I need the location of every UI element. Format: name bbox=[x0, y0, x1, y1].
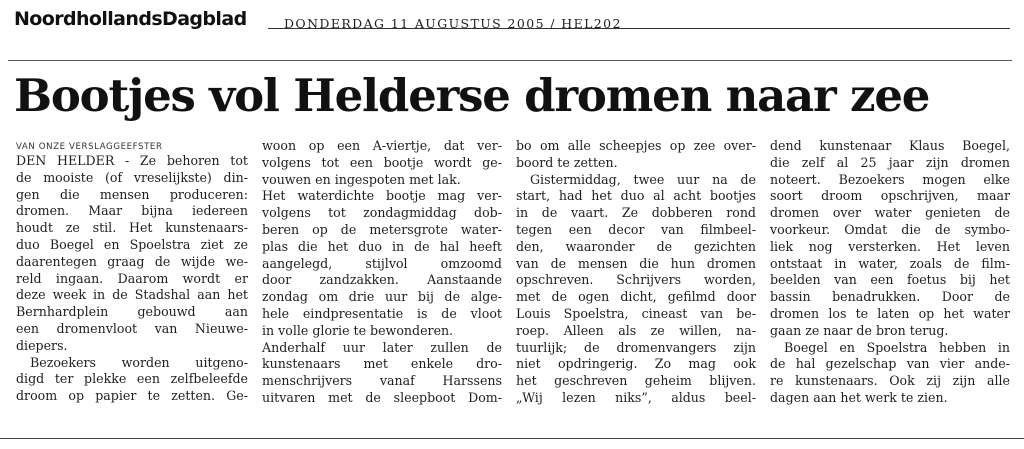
text-line: uitvaren met de sleepboot Dom- bbox=[262, 389, 502, 405]
text-line: digd ter plekke een zelfbeleefde bbox=[16, 371, 248, 387]
text-line: vouwen en ingespoten met lak. bbox=[262, 171, 461, 187]
text-line: opschreven. Schrijvers worden, bbox=[516, 272, 756, 288]
text-line: Het waterdichte bootje mag ver- bbox=[262, 188, 502, 204]
text-line: reld ingaan. Daarom wordt er bbox=[16, 270, 248, 286]
text-line: liek nog versterken. Het leven bbox=[770, 238, 1010, 254]
text-line: Louis Spoelstra, cineast van be- bbox=[516, 305, 756, 321]
text-line: Bezoekers worden uitgeno- bbox=[30, 354, 248, 370]
text-line: hele eindpresentatie is de vloot bbox=[262, 305, 502, 321]
text-line: gaan ze naar de bron terug. bbox=[770, 322, 949, 338]
text-line: aangelegd, stijlvol omzoomd bbox=[262, 255, 502, 271]
text-line: daarentegen graag de wijde we- bbox=[16, 253, 248, 269]
text-line: houdt ze stil. Het kunstenaars- bbox=[16, 220, 248, 236]
dateline: DONDERDAG 11 AUGUSTUS 2005 / HEL202 bbox=[284, 16, 622, 31]
text-line: deze week in de Stadshal aan het bbox=[16, 287, 248, 303]
masthead-rule bbox=[268, 28, 1010, 29]
text-line: tuurlijk; de dromenvangers zijn bbox=[516, 339, 756, 355]
byline: VAN ONZE VERSLAGGEEFSTER bbox=[16, 142, 163, 152]
newspaper-name: NoordhollandsDagblad bbox=[14, 8, 247, 30]
text-line: volgens tot zondagmiddag dob- bbox=[262, 205, 502, 221]
text-line: bassin benadrukken. Door de bbox=[770, 289, 1010, 305]
text-line: soort droom opschrijven, maar bbox=[770, 188, 1010, 204]
text-line: woon op een A-viertje, dat ver- bbox=[262, 138, 502, 153]
text-line: „Wij lezen niks”, aldus beel- bbox=[516, 389, 756, 405]
text-line: door zandzakken. Aanstaande bbox=[262, 272, 502, 288]
article-headline: Bootjes vol Helderse dromen naar zee bbox=[14, 69, 930, 122]
text-line: de mooiste (of vreselijkste) din- bbox=[16, 169, 248, 185]
text-line: zondag om drie uur bij de alge- bbox=[262, 289, 502, 305]
text-line: Bernhardplein gebouwd aan bbox=[16, 304, 248, 320]
text-line: duo Boegel en Spoelstra ziet ze bbox=[16, 236, 248, 252]
article-column-1 bbox=[16, 141, 248, 405]
headline-rule bbox=[8, 60, 1012, 61]
text-line: in volle glorie te bewonderen. bbox=[262, 322, 454, 338]
article-column-4 bbox=[770, 138, 1010, 407]
text-line: noteert. Bezoekers mogen elke bbox=[770, 171, 1010, 187]
text-line: dend kunstenaar Klaus Boegel, bbox=[770, 138, 1010, 153]
text-line: de hal gezelschap van vier ande- bbox=[770, 356, 1010, 372]
text-line: Boegel en Spoelstra hebben in bbox=[784, 339, 1010, 355]
text-line: DEN HELDER - Ze behoren tot bbox=[16, 153, 248, 168]
text-line: dromen over water genieten de bbox=[770, 205, 1010, 221]
text-line: het geschreven geheim blijven. bbox=[516, 373, 756, 389]
text-line: beelden van een foetus bij het bbox=[770, 272, 1010, 288]
text-line: droom op papier te zetten. Ge- bbox=[16, 388, 248, 404]
text-line: van de mensen die hun dromen bbox=[516, 255, 756, 271]
text-line: Anderhalf uur later zullen de bbox=[262, 339, 502, 355]
text-line: een dromenvloot van Nieuwe- bbox=[16, 320, 248, 336]
text-line: voorkeur. Omdat die de symbo- bbox=[770, 221, 1010, 237]
text-line: met de ogen dicht, gefilmd door bbox=[516, 289, 756, 305]
masthead bbox=[14, 4, 1010, 34]
text-line: start, had het duo al acht bootjes bbox=[516, 188, 756, 204]
text-line: niet opdringerig. Zo mag ook bbox=[516, 356, 756, 372]
text-line: Gistermiddag, twee uur na de bbox=[530, 171, 756, 187]
text-line: menschrijvers vanaf Harssens bbox=[262, 373, 502, 389]
text-line: den, waaronder de gezichten bbox=[516, 238, 756, 254]
text-line: re kunstenaars. Ook zij zijn alle bbox=[770, 373, 1010, 389]
text-line: tegen een decor van filmbeel- bbox=[516, 221, 756, 237]
bottom-rule bbox=[0, 438, 1024, 439]
text-line: boord te zetten. bbox=[516, 154, 618, 170]
article-column-3 bbox=[516, 138, 756, 407]
text-line: ontstaat in water, zoals de film- bbox=[770, 255, 1010, 271]
text-line: roep. Alleen als ze willen, na- bbox=[516, 322, 756, 338]
text-line: volgens tot een bootje wordt ge- bbox=[262, 154, 502, 170]
article-column-2 bbox=[262, 138, 502, 407]
text-line: beren op de metersgrote water- bbox=[262, 221, 502, 237]
text-line: dagen aan het werk te zien. bbox=[770, 389, 948, 405]
text-line: dromen. Maar bijna iedereen bbox=[16, 203, 248, 219]
text-line: die zelf al 25 jaar zijn dromen bbox=[770, 154, 1010, 170]
text-line: kunstenaars met enkele dro- bbox=[262, 356, 502, 372]
text-line: in de vaart. Ze dobberen rond bbox=[516, 205, 756, 221]
text-line: bo om alle scheepjes op zee over- bbox=[516, 138, 756, 153]
text-line: dromen los te laten op het water bbox=[770, 305, 1010, 321]
text-line: plas die het duo in de hal heeft bbox=[262, 238, 502, 254]
text-line: diepers. bbox=[16, 337, 68, 353]
text-line: gen die mensen produceren: bbox=[16, 186, 248, 202]
